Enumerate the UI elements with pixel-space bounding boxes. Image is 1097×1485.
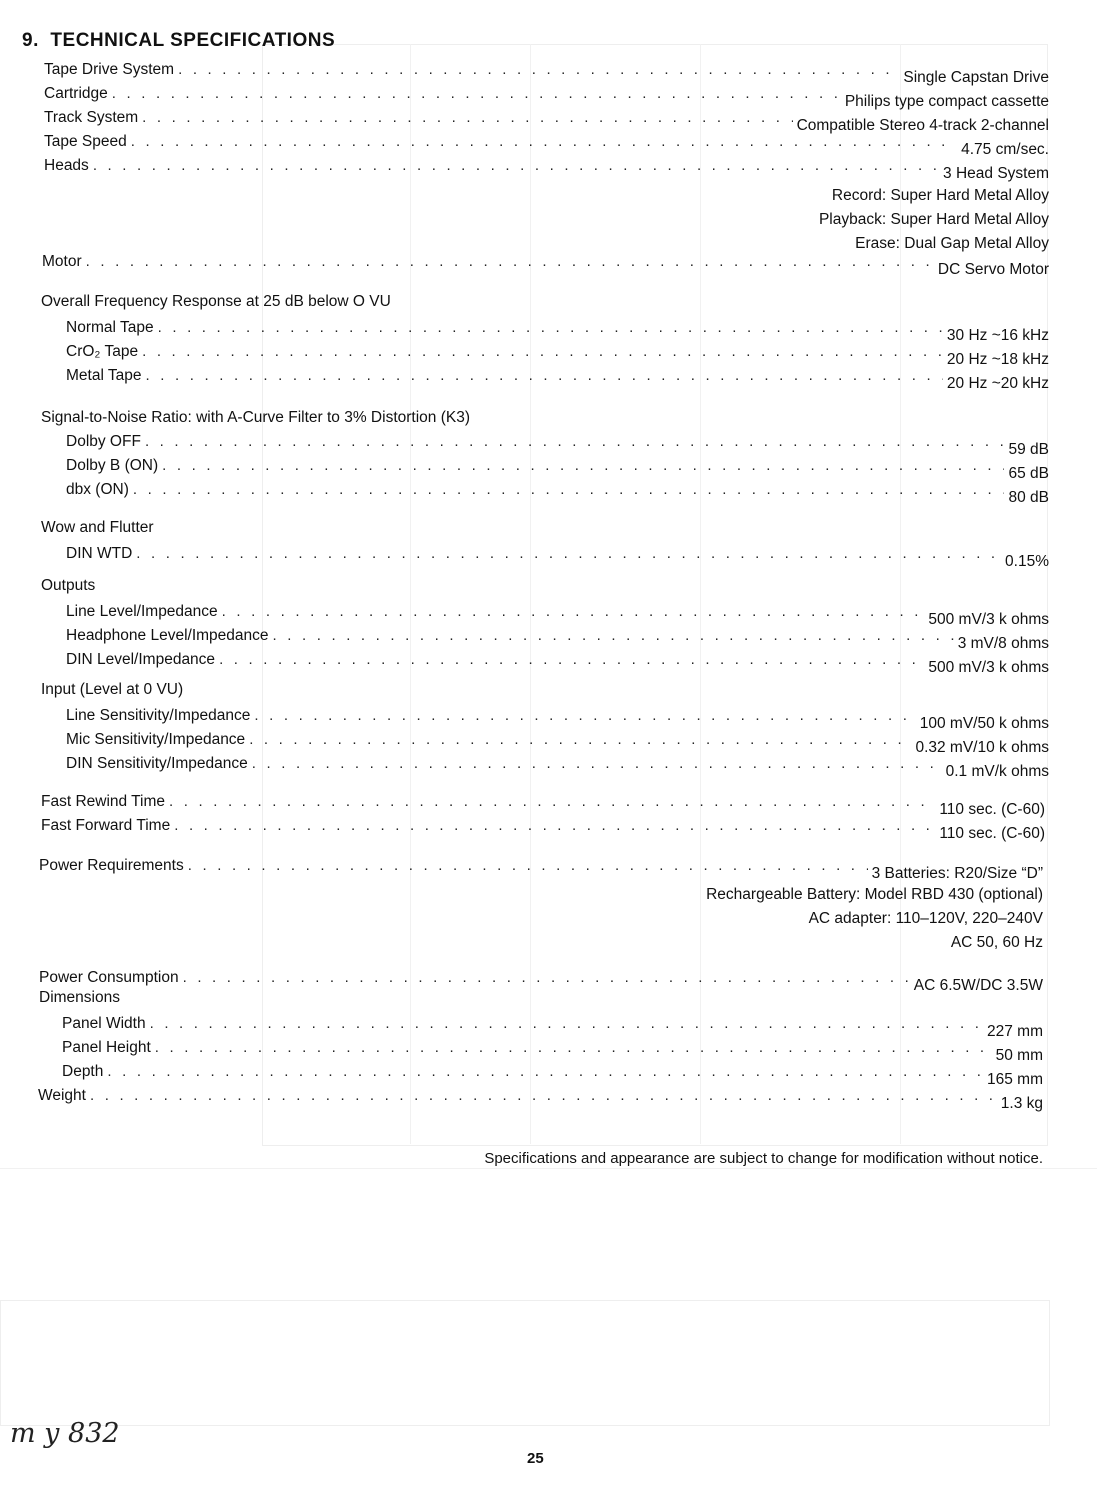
spec-row xyxy=(66,752,1049,780)
spec-value: AC 6.5W/DC 3.5W xyxy=(913,977,1043,994)
spec-value: 3 Batteries: R20/Size “D” xyxy=(871,865,1043,882)
bleed-through-box xyxy=(0,1300,1050,1426)
spec-label: Fast Forward Time xyxy=(41,817,171,834)
power-ac-freq: AC 50, 60 Hz xyxy=(950,934,1043,951)
spec-row xyxy=(66,340,1049,368)
heads-playback: Playback: Super Hard Metal Alloy xyxy=(818,211,1049,228)
spec-value: 20 Hz ~18 kHz xyxy=(946,351,1049,368)
spec-row xyxy=(62,1060,1043,1088)
spec-value: 80 dB xyxy=(1008,489,1049,506)
spec-row xyxy=(66,316,1049,344)
leader-dots xyxy=(86,252,934,272)
spec-value: 65 dB xyxy=(1008,465,1049,482)
spec-row xyxy=(41,814,1045,842)
group-heading: Dimensions xyxy=(39,989,120,1006)
spec-label: Depth xyxy=(62,1063,104,1080)
spec-row xyxy=(66,478,1049,506)
spec-value: 3 Head System xyxy=(943,165,1049,182)
leader-dots xyxy=(222,602,925,622)
leader-dots xyxy=(252,754,942,774)
spec-value: 100 mV/50 k ohms xyxy=(919,715,1049,732)
spec-value: 0.32 mV/10 k ohms xyxy=(915,739,1049,756)
spec-row xyxy=(66,430,1049,458)
heads-record: Record: Super Hard Metal Alloy xyxy=(831,187,1049,204)
spec-row xyxy=(66,364,1049,392)
spec-label: Fast Rewind Time xyxy=(41,793,166,810)
spec-value: 110 sec. (C-60) xyxy=(939,801,1045,818)
leader-dots xyxy=(249,730,911,750)
spec-value: 50 mm xyxy=(995,1047,1043,1064)
leader-dots xyxy=(273,626,954,646)
spec-row xyxy=(66,728,1049,756)
spec-row xyxy=(38,1084,1043,1112)
leader-dots xyxy=(169,792,935,812)
spec-label: Tape Drive System xyxy=(44,61,175,78)
spec-label: Panel Width xyxy=(62,1015,146,1032)
spec-value: 165 mm xyxy=(987,1071,1043,1088)
leader-dots xyxy=(150,1014,983,1034)
group-heading: Signal-to-Noise Ratio: with A-Curve Filter to 3% Distortion (K3) xyxy=(41,409,470,426)
spec-value: 0.15% xyxy=(1005,553,1049,570)
group-heading: Wow and Flutter xyxy=(41,519,154,536)
spec-value: Single Capstan Drive xyxy=(903,69,1049,86)
spec-row xyxy=(66,454,1049,482)
spec-label: Normal Tape xyxy=(66,319,154,336)
leader-dots xyxy=(90,1086,997,1106)
leader-dots xyxy=(178,60,899,80)
spec-value: Philips type compact cassette xyxy=(844,93,1049,110)
spec-label: Line Sensitivity/Impedance xyxy=(66,707,251,724)
leader-dots xyxy=(107,1062,983,1082)
spec-value: 500 mV/3 k ohms xyxy=(928,611,1049,628)
leader-dots xyxy=(142,108,792,128)
spec-value: DC Servo Motor xyxy=(937,261,1049,278)
spec-label: Motor xyxy=(42,253,82,270)
spec-row xyxy=(62,1036,1043,1064)
leader-dots xyxy=(174,816,935,836)
disclaimer-note: Specifications and appearance are subject to change for modification without notice. xyxy=(484,1150,1043,1167)
spec-row xyxy=(66,542,1049,570)
spec-row xyxy=(66,704,1049,732)
spec-value: 20 Hz ~20 kHz xyxy=(946,375,1049,392)
power-rechargeable: Rechargeable Battery: Model RBD 430 (optional) xyxy=(706,886,1043,903)
power-ac-adapter: AC adapter: 110–120V, 220–240V xyxy=(808,910,1043,927)
section-number: 9. xyxy=(22,30,39,51)
leader-dots xyxy=(188,856,868,876)
spec-row xyxy=(66,600,1049,628)
spec-value: 4.75 cm/sec. xyxy=(961,141,1049,158)
spec-label: Heads xyxy=(44,157,89,174)
spec-label: CrO₂ Tape xyxy=(66,343,139,360)
leader-dots xyxy=(219,650,924,670)
spec-value: 1.3 kg xyxy=(1000,1095,1043,1112)
leader-dots xyxy=(146,366,943,386)
spec-label: Metal Tape xyxy=(66,367,142,384)
spec-value: 227 mm xyxy=(987,1023,1043,1040)
heads-erase: Erase: Dual Gap Metal Alloy xyxy=(855,235,1049,252)
spec-value: 0.1 mV/k ohms xyxy=(945,763,1049,780)
spec-label: DIN WTD xyxy=(66,545,133,562)
page-number: 25 xyxy=(527,1450,544,1467)
spec-label: Tape Speed xyxy=(44,133,127,150)
spec-value: 30 Hz ~16 kHz xyxy=(946,327,1049,344)
spec-label: Panel Height xyxy=(62,1039,151,1056)
spec-label: Mic Sensitivity/Impedance xyxy=(66,731,246,748)
spec-row xyxy=(44,82,1049,110)
spec-row xyxy=(62,1012,1043,1040)
spec-label: Power Consumption xyxy=(39,969,179,986)
spec-label: Weight xyxy=(38,1087,86,1104)
spec-row xyxy=(44,58,1049,86)
leader-dots xyxy=(155,1038,992,1058)
leader-dots xyxy=(93,156,939,176)
group-heading: Input (Level at 0 VU) xyxy=(41,681,184,698)
spec-label: DIN Sensitivity/Impedance xyxy=(66,755,248,772)
spec-row xyxy=(42,250,1049,278)
group-heading: Overall Frequency Response at 25 dB below O VU xyxy=(41,293,391,310)
leader-dots xyxy=(133,480,1005,500)
spec-label: Headphone Level/Impedance xyxy=(66,627,269,644)
section-title xyxy=(22,30,335,52)
spec-row xyxy=(41,790,1045,818)
spec-row xyxy=(39,854,1043,882)
handwritten-annotation: m y 832 xyxy=(10,1418,120,1449)
spec-value: 59 dB xyxy=(1008,441,1049,458)
spec-label: Power Requirements xyxy=(39,857,184,874)
spec-label: dbx (ON) xyxy=(66,481,129,498)
spec-label: Dolby B (ON) xyxy=(66,457,159,474)
spec-label: Dolby OFF xyxy=(66,433,141,450)
spec-row xyxy=(66,624,1049,652)
spec-label: Track System xyxy=(44,109,139,126)
leader-dots xyxy=(158,318,943,338)
spec-row xyxy=(44,130,1049,158)
leader-dots xyxy=(183,968,910,988)
leader-dots xyxy=(136,544,1001,564)
spec-label: Line Level/Impedance xyxy=(66,603,218,620)
leader-dots xyxy=(254,706,915,726)
spec-value: 3 mV/8 ohms xyxy=(957,635,1049,652)
spec-value: 500 mV/3 k ohms xyxy=(928,659,1049,676)
leader-dots xyxy=(112,84,841,104)
leader-dots xyxy=(145,432,1005,452)
spec-row xyxy=(66,648,1049,676)
leader-dots xyxy=(131,132,957,152)
leader-dots xyxy=(142,342,943,362)
spec-row xyxy=(44,154,1049,182)
leader-dots xyxy=(162,456,1004,476)
spec-value: Compatible Stereo 4-track 2-channel xyxy=(796,117,1049,134)
group-heading: Outputs xyxy=(41,577,96,594)
spec-row xyxy=(39,966,1043,994)
spec-label: Cartridge xyxy=(44,85,108,102)
spec-row xyxy=(44,106,1049,134)
bleed-through-line xyxy=(0,1168,1097,1169)
section-heading: TECHNICAL SPECIFICATIONS xyxy=(50,30,336,51)
spec-value: 110 sec. (C-60) xyxy=(939,825,1045,842)
spec-label: DIN Level/Impedance xyxy=(66,651,216,668)
